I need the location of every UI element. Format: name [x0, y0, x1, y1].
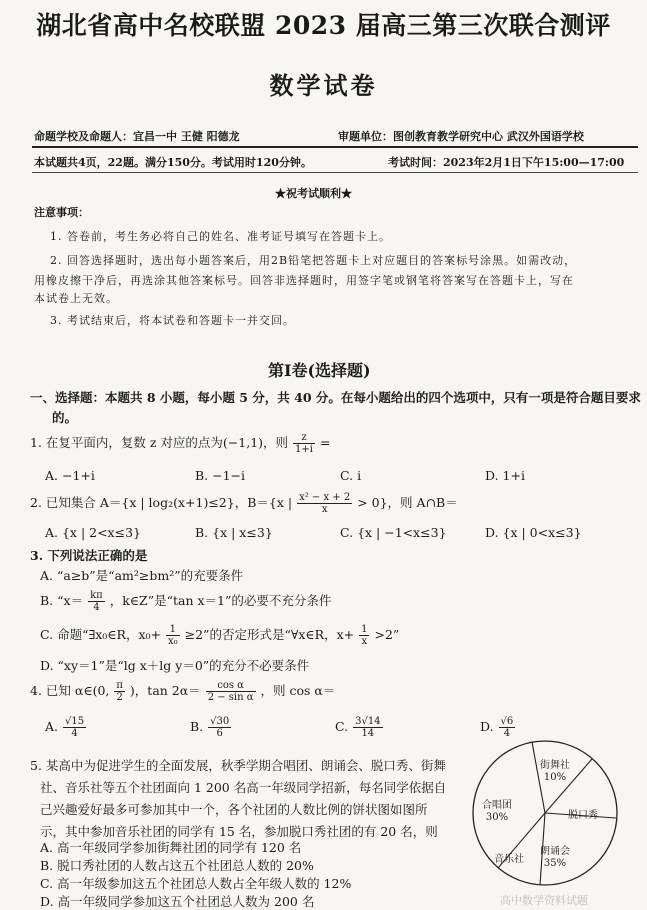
club-pie-chart — [470, 738, 620, 888]
question-1-stem: 1. 在复平面内，复数 z 对应的点为(−1,1)，则 — [30, 435, 289, 450]
header-rule — [32, 146, 638, 148]
question-2: 2. 已知集合 A＝{x | log₂(x+1)≤2}，B＝{x | $\frac{\text{x² − x + 2}}{x}$ > 0}，则 A∩B＝ — [30, 492, 458, 515]
q3-option-c: C. 命题“∃x₀∈R，x₀+ $\frac{1}{\text{x₀}}$ ≥2”的否定形式是“∀x∈R，x+ $\frac{1}{x}$ >2” — [40, 624, 400, 647]
q4-option-a: A. $\frac{√15}{4}$ — [45, 716, 85, 739]
notice-item-2-end: 本试卷上无效。 — [34, 292, 118, 305]
q2-option-b: B. {x | x≤3} — [195, 525, 273, 540]
notice-heading: 注意事项： — [34, 206, 89, 219]
question-5-line-3: 己兴趣爱好最多可参加其中一个，各个社团的人数比例的饼状图如图所 — [40, 802, 428, 817]
part-title: 第Ⅰ卷(选择题) — [268, 361, 371, 380]
notice-item-2-cont: 用橡皮擦干净后，再选涂其他答案标号。回答非选择题时，用签字笔或钢笔将答案写在答题卡上，写在 — [34, 274, 574, 287]
pie-label-jiewu: 街舞社 10% — [540, 760, 570, 783]
q1-option-d: D. 1+i — [485, 468, 525, 483]
q4-option-d: D. $\frac{√6}{4}$ — [480, 716, 514, 739]
question-5-line-2: 社、音乐社等五个社团面向 1 200 名高一年级同学招新，每名同学依据自 — [40, 780, 447, 795]
q3-option-d: D. “xy＝1”是“lg x＋lg y＝0”的充分不必要条件 — [40, 658, 310, 673]
paper-subject: 数学试卷 — [269, 71, 378, 100]
exam-title: 湖北省高中名校联盟 2023 届高三第三次联合测评 — [36, 11, 611, 40]
question-5-line-4: 示，其中参加音乐社团的同学有 15 名，参加脱口秀社团的有 20 名，则 — [40, 824, 438, 839]
q3-option-b: B. “x＝ $\frac{k\pi}{4}$ ，k∈Z”是“tan x＝1”的必要不充分条件 — [40, 590, 332, 613]
question-1-fraction: $\frac{z}{1+i}$ — [295, 432, 313, 455]
q4-option-b: B. $\frac{√30}{6}$ — [190, 716, 230, 739]
question-4: 4. 已知 α∈(0, $\frac{\pi}{2}$ )，tan 2α＝ $\frac{\text{cos α}}{\text{2 − sin α}}$ ，则 cos α＝ — [30, 680, 336, 703]
pie-label-hechang: 合唱团 30% — [482, 800, 512, 823]
q2-option-d: D. {x | 0<x≤3} — [485, 525, 582, 540]
q5-option-c: C. 高一年级参加这五个社团总人数占全年级人数的 12% — [40, 876, 352, 891]
notice-item-2: 2. 回答选择题时，选出每小题答案后，用2B铅笔把答题卡上对应题目的答案标号涂黑。如需改动， — [50, 254, 577, 267]
q1-option-b: B. −1−i — [195, 468, 246, 483]
pie-label-langsong: 朗诵会 35% — [540, 846, 570, 869]
q5-option-d: D. 高一年级同学参加这五个社团总人数为 200 名 — [40, 894, 315, 909]
section-instructions-cont: 的。 — [52, 410, 78, 425]
paper-info: 本试题共4页，22题。满分150分。考试用时120分钟。 — [34, 156, 312, 169]
blessing: ★祝考试顺利★ — [275, 187, 352, 200]
q2-option-a: A. {x | 2<x≤3} — [45, 525, 141, 540]
section-instructions: 一、选择题：本题共 8 小题，每小题 5 分，共 40 分。在每小题给出的四个选项中，只有一项是符合题目要求 — [30, 390, 641, 405]
reviewer-info: 审题单位：图创教育教学研究中心 武汉外国语学校 — [338, 130, 584, 143]
q4-option-c: C. $\frac{3√14}{14}$ — [335, 716, 381, 739]
pie-label-tuokouxiu: 脱口秀 — [568, 810, 598, 821]
q5-option-a: A. 高一年级同学参加街舞社团的同学有 120 名 — [40, 840, 302, 855]
q1-option-c: C. i — [340, 468, 362, 483]
header-rule-thin — [32, 172, 638, 173]
pie-label-yinyue: 音乐社 — [494, 854, 524, 865]
q5-option-b: B. 脱口秀社团的人数占这五个社团总人数的 20% — [40, 858, 314, 873]
question-1: 1. 在复平面内，复数 z 对应的点为(−1,1)，则 $\frac{z}{1+i}$ = — [30, 432, 331, 455]
notice-item-1: 1. 答卷前，考生务必将自己的姓名、准考证号填写在答题卡上。 — [50, 230, 391, 243]
question-5-line-1: 5. 某高中为促进学生的全面发展，秋季学期合唱团、朗诵会、脱口秀、街舞 — [30, 758, 446, 773]
question-3: 3. 下列说法正确的是 — [30, 548, 148, 563]
proposer-info: 命题学校及命题人：宜昌一中 王健 阳德龙 — [34, 130, 240, 143]
q3-option-a: A. “a≥b”是“am²≥bm²”的充要条件 — [40, 568, 244, 583]
question-2-fraction: $\frac{\text{x² − x + 2}}{x}$ — [299, 492, 351, 515]
q2-option-c: C. {x | −1<x≤3} — [340, 525, 447, 540]
q1-option-a: A. −1+i — [45, 468, 95, 483]
watermark-text: 高中数学资料试题 — [500, 894, 588, 907]
notice-item-3: 3. 考试结束后，将本试卷和答题卡一并交回。 — [50, 314, 295, 327]
exam-time: 考试时间：2023年2月1日下午15:00—17:00 — [388, 156, 625, 169]
